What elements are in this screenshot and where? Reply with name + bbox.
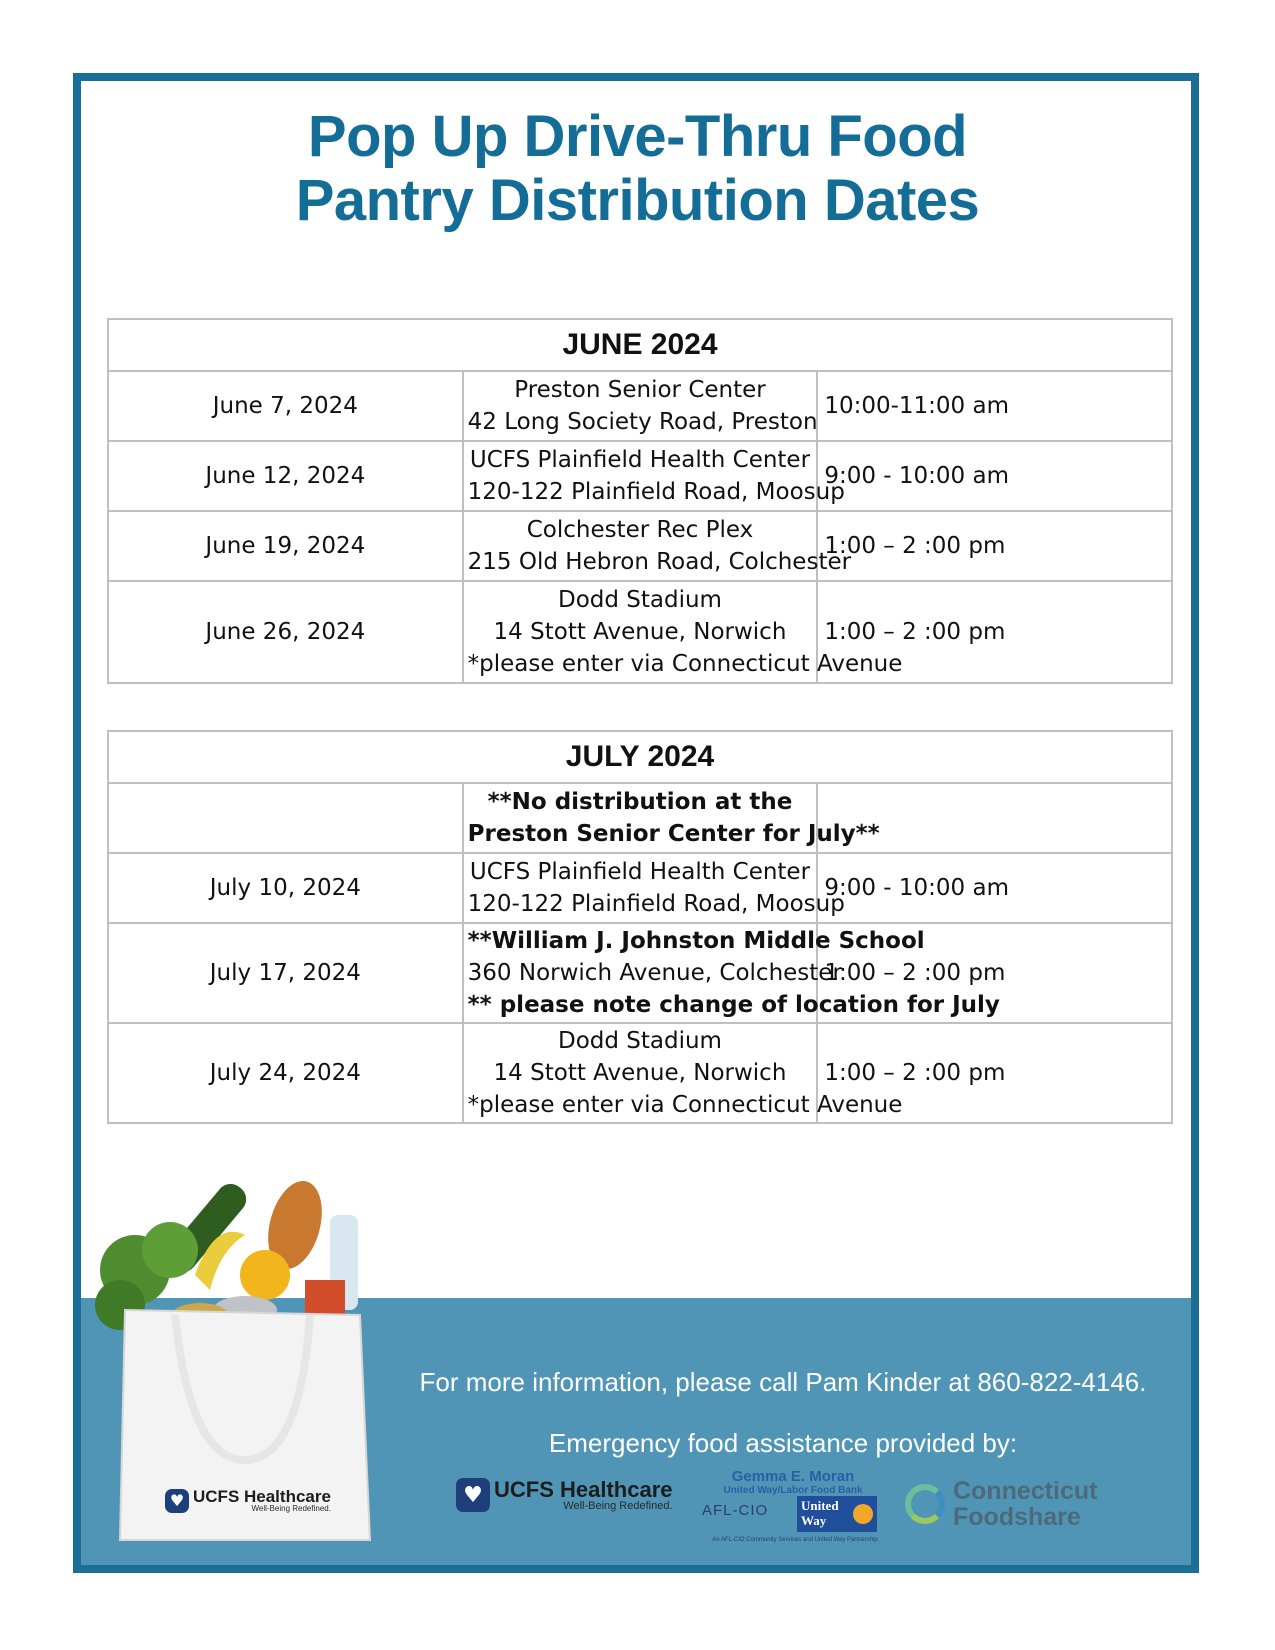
ucfs-tagline: Well-Being Redefined. <box>563 1499 673 1512</box>
location-note: *please enter via Connecticut Avenue <box>467 1092 903 1118</box>
location-cell <box>463 853 845 923</box>
table-row <box>108 853 1172 923</box>
date-cell: June 12, 2024 <box>108 441 463 511</box>
location-address: 120-122 Plainfield Road, Moosup <box>467 479 845 505</box>
table-row <box>108 923 1172 1023</box>
date-cell: July 24, 2024 <box>108 1023 463 1123</box>
table-row <box>108 511 1172 581</box>
page-title <box>0 105 1275 233</box>
location-name: UCFS Plainfield Health Center <box>469 447 811 473</box>
bag-ucfs-name: UCFS Healthcare <box>193 1487 331 1506</box>
table-row <box>108 441 1172 511</box>
title-line-1: Pop Up Drive-Thru Food <box>307 104 968 169</box>
location-name: Preston Senior Center <box>514 377 766 403</box>
location-name: Dodd Stadium <box>557 587 722 613</box>
location-address: 14 Stott Avenue, Norwich <box>493 619 787 645</box>
location-address: 42 Long Society Road, Preston <box>467 409 818 435</box>
notice-line-1: **No distribution at the <box>487 789 793 815</box>
moran-food-bank-logo <box>703 1468 883 1496</box>
location-cell <box>463 371 818 441</box>
table-row <box>108 1023 1172 1123</box>
location-note: ** please note change of location for July <box>467 992 1000 1018</box>
time-cell: 1:00 – 2 :00 pm <box>817 923 1172 1023</box>
connecticut-foodshare-logo <box>905 1478 1097 1530</box>
table-row <box>108 581 1172 683</box>
heart-icon: ♥ <box>165 1489 189 1513</box>
july-heading: JULY 2024 <box>108 731 1172 783</box>
june-heading: JUNE 2024 <box>108 319 1172 371</box>
contact-info: For more information, please call Pam Kinder at 860-822-4146. <box>419 1367 1147 1397</box>
time-cell: 1:00 – 2 :00 pm <box>817 581 1172 683</box>
date-cell: June 19, 2024 <box>108 511 463 581</box>
heart-icon: ♥ <box>456 1478 490 1512</box>
foodshare-line-2: Foodshare <box>953 1503 1081 1531</box>
afl-cio-text: AFL-CIO <box>702 1502 769 1519</box>
date-cell: July 17, 2024 <box>108 923 463 1023</box>
moran-name: Gemma E. Moran <box>731 1468 855 1485</box>
table-row <box>108 783 1172 853</box>
location-cell <box>463 511 852 581</box>
table-row <box>108 371 1172 441</box>
notice-line-2: Preston Senior Center for July** <box>467 821 880 847</box>
location-address: 120-122 Plainfield Road, Moosup <box>467 891 845 917</box>
foodshare-ring-icon <box>905 1484 945 1524</box>
foodshare-line-1: Connecticut <box>953 1477 1098 1505</box>
location-cell <box>463 1023 903 1123</box>
assistance-heading: Emergency food assistance provided by: <box>548 1428 1018 1458</box>
location-name: Colchester Rec Plex <box>526 517 754 543</box>
moran-partnership-text: An AFL-CIO Community Services and United Way Partnership <box>712 1537 878 1543</box>
united-way-logo <box>797 1496 877 1532</box>
title-line-2: Pantry Distribution Dates <box>295 168 980 233</box>
time-cell: 1:00 – 2 :00 pm <box>817 511 1172 581</box>
time-cell: 9:00 - 10:00 am <box>817 441 1172 511</box>
united-way-icon <box>853 1504 873 1524</box>
july-schedule-table <box>107 730 1173 1124</box>
bag-ucfs-tagline: Well-Being Redefined. <box>251 1504 331 1513</box>
location-cell <box>463 581 903 683</box>
date-cell: June 7, 2024 <box>108 371 463 441</box>
location-address: 215 Old Hebron Road, Colchester <box>467 549 852 575</box>
ucfs-healthcare-logo <box>456 1478 673 1512</box>
location-name: Dodd Stadium <box>557 1028 722 1054</box>
ucfs-name: UCFS Healthcare <box>494 1476 673 1502</box>
location-address: 14 Stott Avenue, Norwich <box>493 1060 787 1086</box>
date-cell <box>108 783 463 853</box>
date-cell: July 10, 2024 <box>108 853 463 923</box>
location-note: *please enter via Connecticut Avenue <box>467 651 903 677</box>
time-cell: 9:00 - 10:00 am <box>817 853 1172 923</box>
time-cell: 1:00 – 2 :00 pm <box>817 1023 1172 1123</box>
united-way-line-2: Way <box>801 1513 827 1528</box>
united-way-line-1: United <box>801 1498 839 1513</box>
location-name: **William J. Johnston Middle School <box>467 928 925 954</box>
location-name: UCFS Plainfield Health Center <box>469 859 811 885</box>
location-cell <box>463 441 845 511</box>
time-cell: 10:00-11:00 am <box>817 371 1172 441</box>
june-schedule-table <box>107 318 1173 684</box>
location-cell <box>463 783 880 853</box>
date-cell: June 26, 2024 <box>108 581 463 683</box>
bag-ucfs-logo <box>165 1488 331 1513</box>
moran-subtitle: United Way/Labor Food Bank <box>723 1485 863 1496</box>
location-address: 360 Norwich Avenue, Colchester <box>467 960 842 986</box>
